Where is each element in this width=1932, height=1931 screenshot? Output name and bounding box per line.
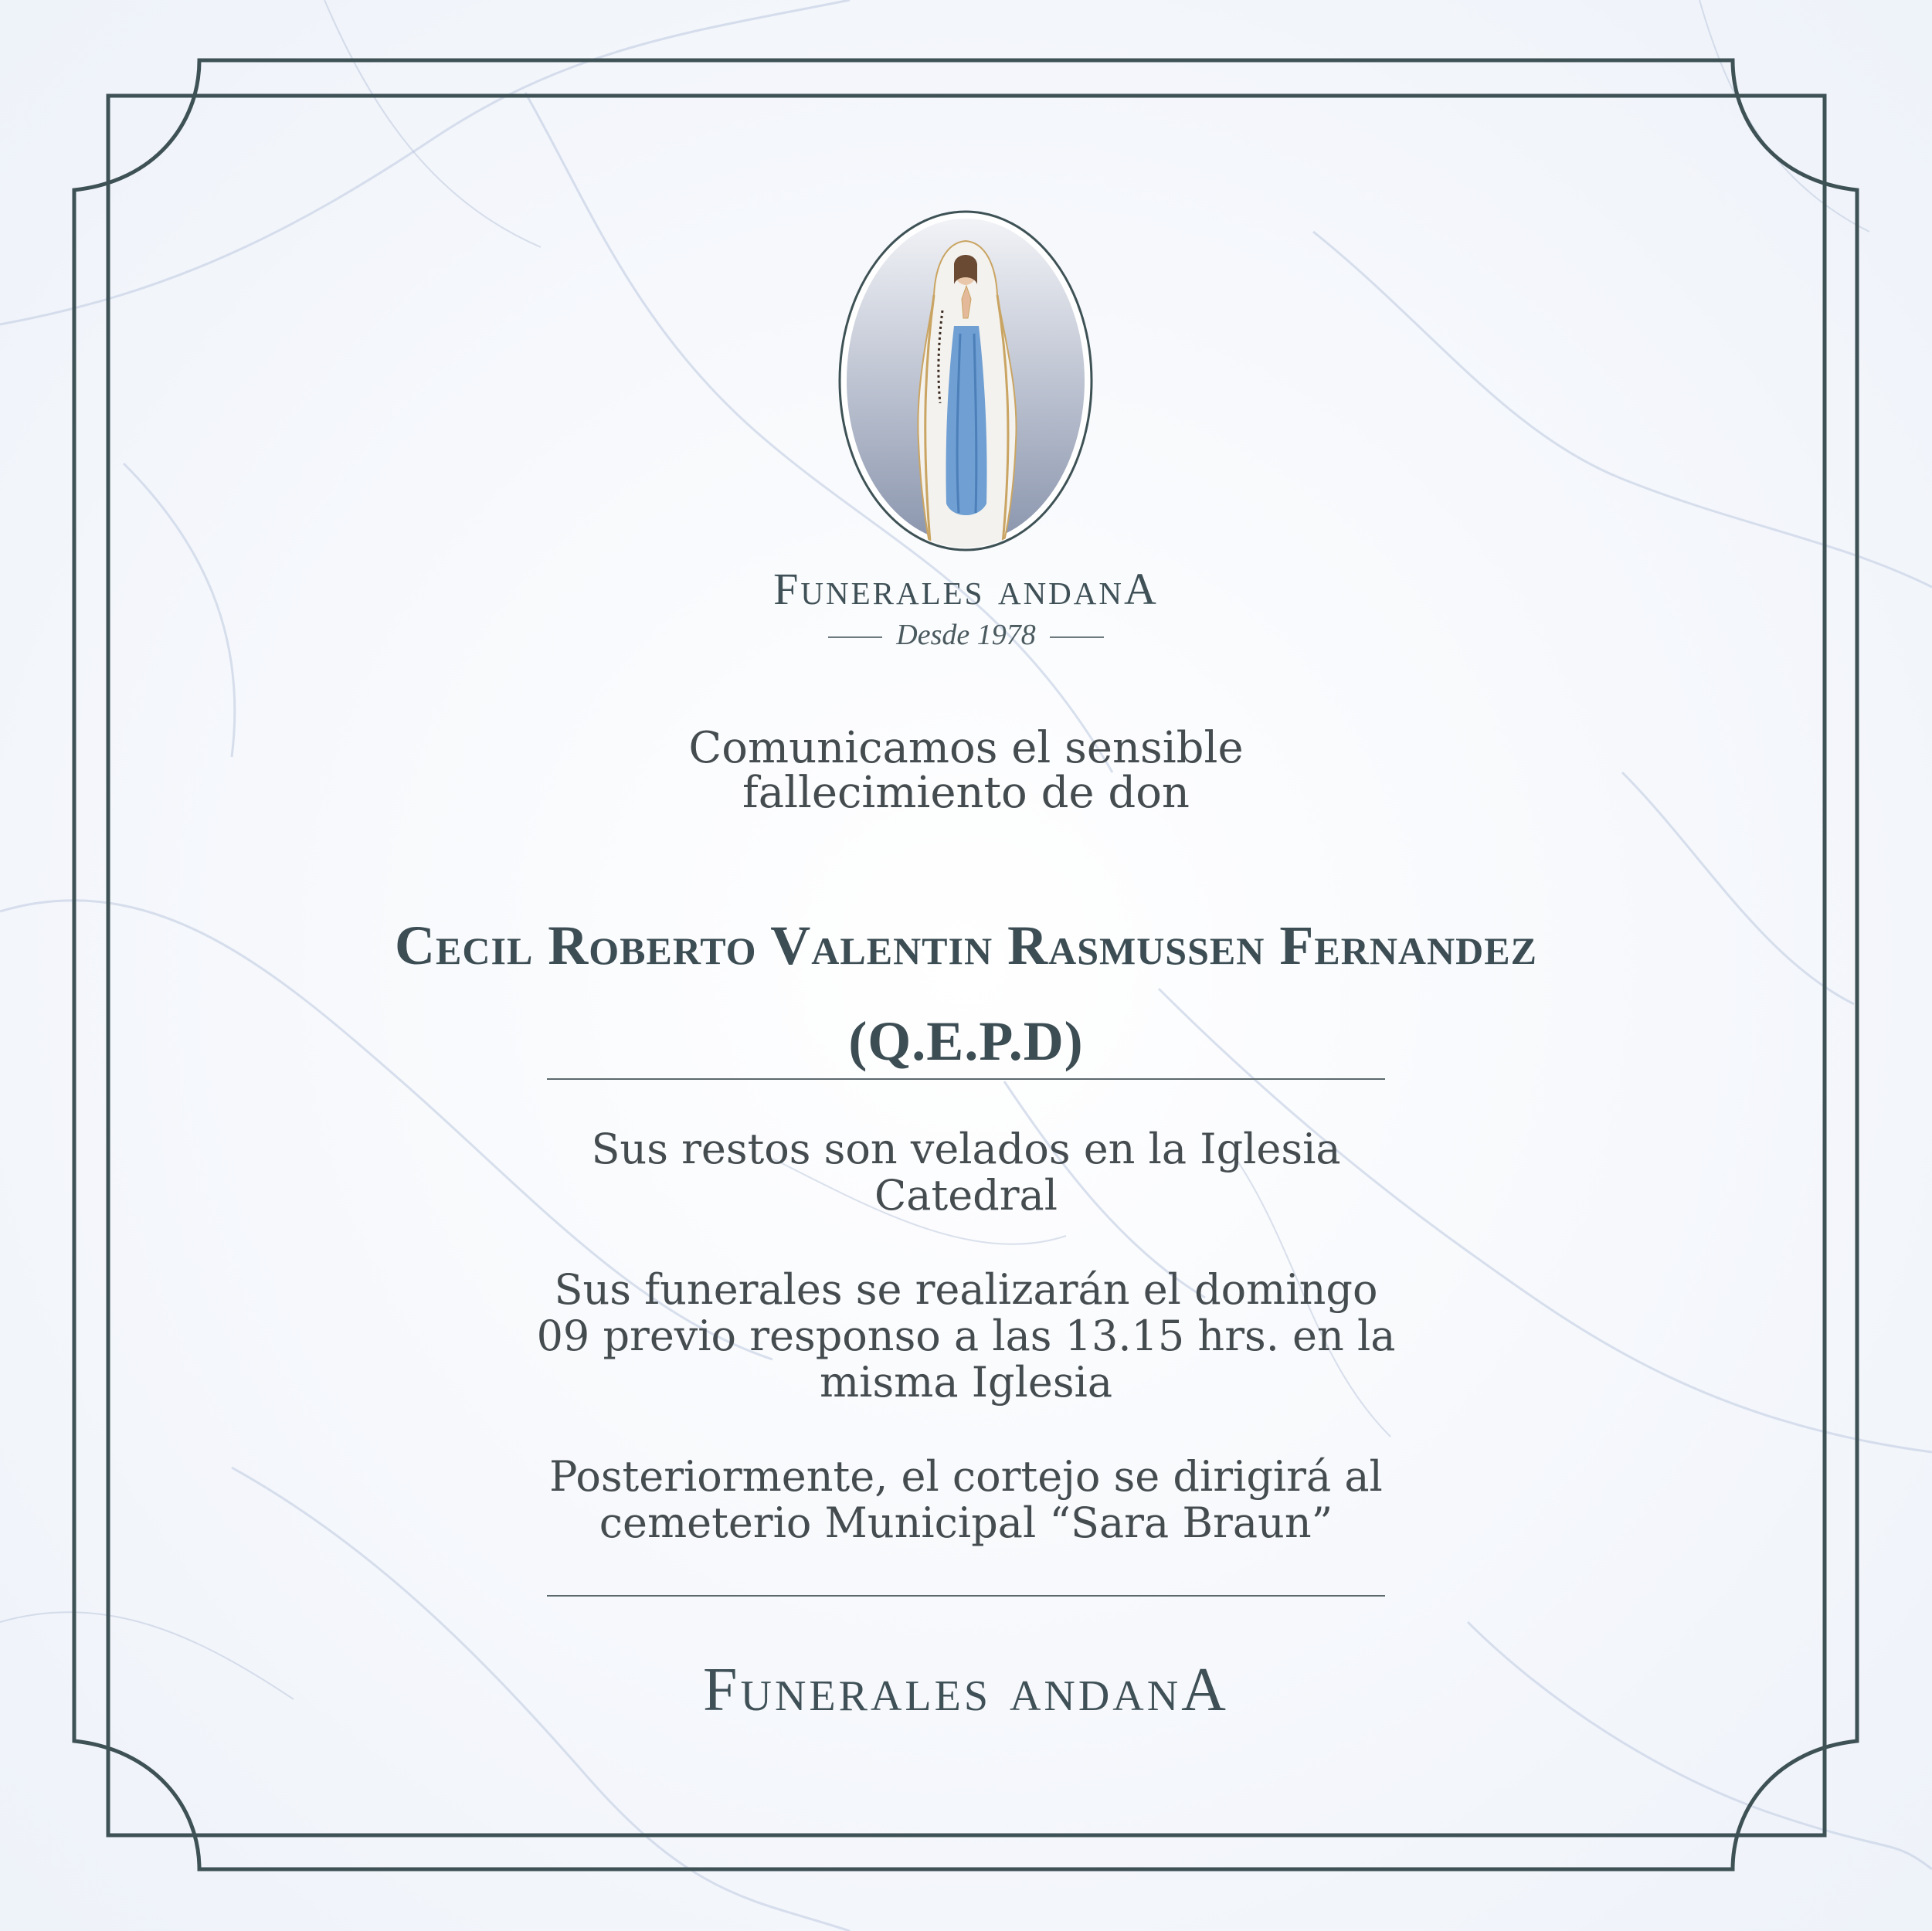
- deceased-name-block: [0, 898, 1932, 1089]
- wake-paragraph: [0, 1126, 1932, 1219]
- cortege-line-1: Posteriormente, el cortejo se dirigirá al: [549, 1452, 1383, 1501]
- funeral-line-3: misma Iglesia: [819, 1358, 1113, 1407]
- intro-text: [0, 723, 1932, 818]
- virgin-mary-statue-oval-icon: [838, 210, 1093, 551]
- qepd-label: (Q.E.P.D): [848, 1010, 1084, 1072]
- tagline-dash-right: [1050, 636, 1104, 638]
- wake-line-2: Catedral: [874, 1171, 1058, 1220]
- intro-line-1: Comunicamos el sensible: [688, 723, 1244, 773]
- brand-logo-title: Funerales andanA: [773, 564, 1159, 614]
- brand-since-tagline: [0, 618, 1932, 652]
- cortege-paragraph: [0, 1454, 1932, 1546]
- funeral-line-1: Sus funerales se realizarán el domingo: [554, 1265, 1378, 1314]
- funeral-paragraph: [0, 1267, 1932, 1406]
- cortege-line-2: cemeterio Municipal “Sara Braun”: [599, 1498, 1333, 1547]
- footer-brand-name: Funerales andanA: [703, 1656, 1229, 1724]
- wake-line-1: Sus restos son velados en la Iglesia: [591, 1125, 1341, 1173]
- tagline-dash-left: [828, 636, 882, 638]
- divider-top: [547, 1078, 1385, 1080]
- funeral-line-2: 09 previo responso a las 13.15 hrs. en la: [536, 1312, 1396, 1360]
- divider-bottom: [547, 1595, 1385, 1597]
- deceased-name: Cecil Roberto Valentin Rasmussen Fernandez: [395, 915, 1537, 976]
- brand-since-text: Desde 1978: [896, 619, 1036, 651]
- intro-line-2: fallecimiento de don: [742, 768, 1190, 818]
